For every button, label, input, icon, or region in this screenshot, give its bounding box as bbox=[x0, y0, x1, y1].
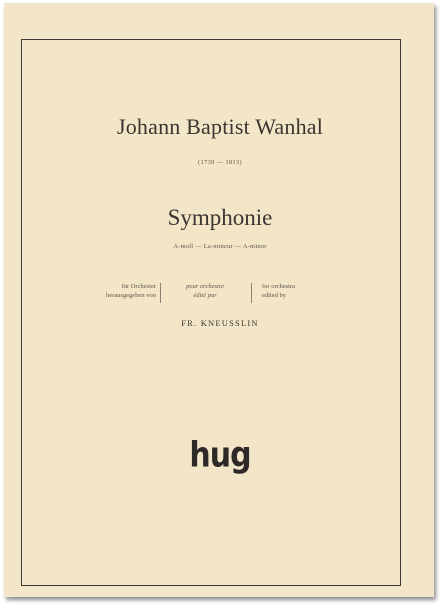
column-divider bbox=[160, 283, 161, 303]
editor-name: FR. KNEUSSLIN bbox=[181, 318, 259, 328]
work-title: Symphonie bbox=[167, 205, 273, 230]
score-cover bbox=[4, 3, 434, 597]
publisher-logo: hug bbox=[189, 435, 251, 476]
french-credit bbox=[164, 282, 246, 300]
composer-name: Johann Baptist Wanhal bbox=[116, 114, 324, 139]
column-divider bbox=[251, 283, 252, 303]
english-line-1: for orchestra bbox=[262, 283, 296, 290]
english-credit bbox=[262, 282, 352, 300]
german-line-1: für Orchester bbox=[121, 283, 156, 290]
german-credit bbox=[56, 282, 156, 300]
german-line-2: herausgegeben von bbox=[106, 292, 156, 299]
english-line-2: edited by bbox=[262, 292, 287, 299]
french-line-2: édité par bbox=[193, 292, 217, 299]
composer-dates: (1739 — 1813) bbox=[198, 159, 242, 166]
key-signature: A-moll — La-mineur — A-minor bbox=[173, 243, 267, 250]
french-line-1: pour orchestre bbox=[186, 283, 224, 290]
